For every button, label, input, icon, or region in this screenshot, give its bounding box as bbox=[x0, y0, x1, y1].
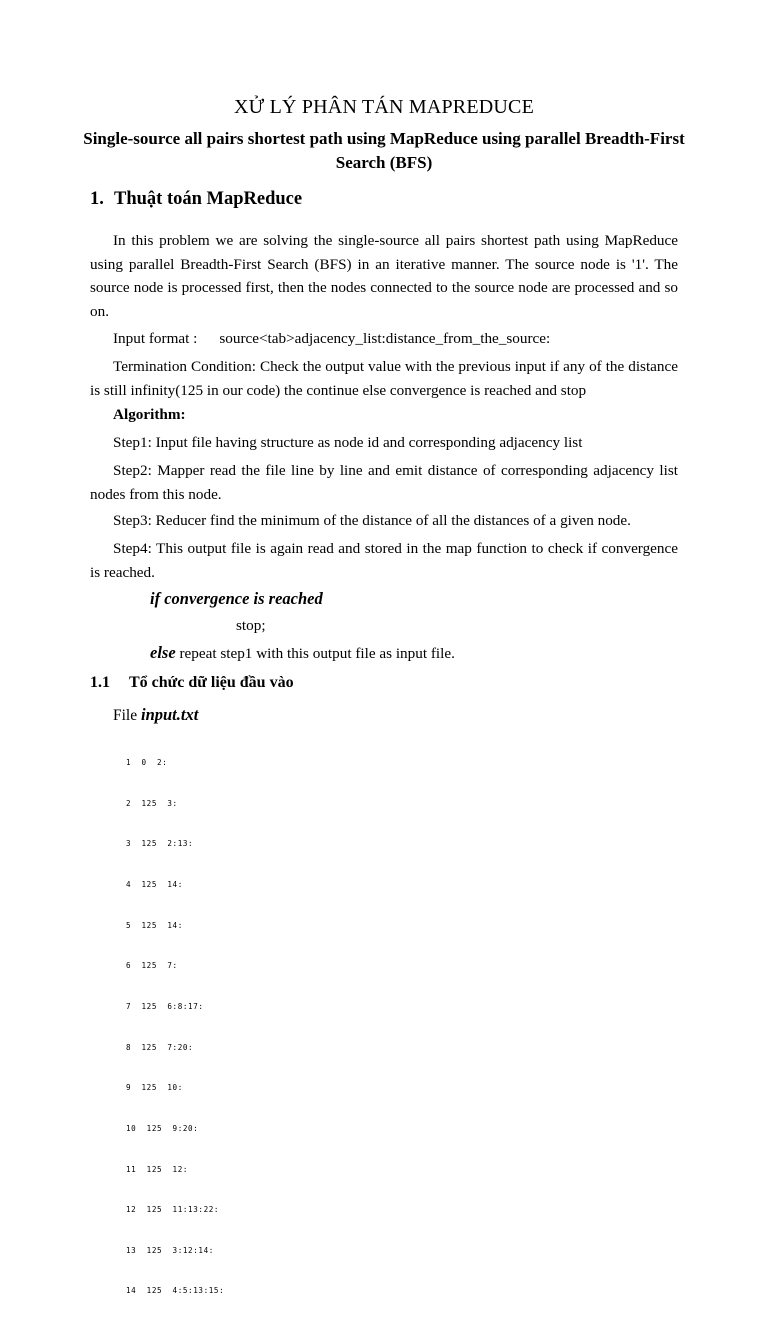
step-2-text: Step2: Mapper read the file line by line and emit distance of corresponding adjacency list nodes from this node. bbox=[90, 462, 678, 503]
pseudo-else-text: repeat step1 with this output file as input file. bbox=[175, 645, 455, 662]
intro-paragraph bbox=[90, 229, 678, 323]
termination-text: Termination Condition: Check the output value with the previous input if any of the distance is still infinity(125 in our code) the continue else convergence is reached and stop bbox=[90, 358, 678, 399]
input-format-label: Input format : bbox=[113, 330, 198, 347]
input-line: 11 125 12: bbox=[126, 1164, 189, 1174]
section-1-1-heading bbox=[90, 674, 294, 692]
input-line: 9 125 10: bbox=[126, 1083, 183, 1093]
section-1-1-title: Tổ chức dữ liệu đầu vào bbox=[129, 674, 294, 691]
input-line: 5 125 14: bbox=[126, 920, 183, 930]
intro-text: In this problem we are solving the single-source all pairs shortest path using MapReduce using parallel Breadth-First Search (BFS) in an iterative manner. The source node is '1'. The source node is processed first, then the nodes connected to the source node are processed and so on. bbox=[90, 232, 678, 320]
termination-paragraph bbox=[90, 355, 678, 402]
section-1-number: 1. bbox=[90, 189, 104, 209]
input-line: 4 125 14: bbox=[126, 880, 183, 890]
step-4 bbox=[90, 537, 678, 584]
pseudo-else-line bbox=[150, 643, 455, 663]
input-line: 13 125 3:12:14: bbox=[126, 1245, 214, 1255]
input-line: 3 125 2:13: bbox=[126, 839, 194, 849]
pseudo-if-line: if convergence is reached bbox=[150, 589, 323, 608]
input-line: 12 125 11:13:22: bbox=[126, 1205, 220, 1215]
input-line: 8 125 7:20: bbox=[126, 1042, 194, 1052]
step-2 bbox=[90, 459, 678, 506]
document-title: XỬ LÝ PHÂN TÁN MAPREDUCE bbox=[234, 96, 534, 118]
input-line: 2 125 3: bbox=[126, 798, 178, 808]
file-label bbox=[113, 705, 198, 725]
step-1: Step1: Input file having structure as node id and corresponding adjacency list bbox=[113, 434, 583, 451]
input-format-line bbox=[113, 330, 550, 348]
input-line: 6 125 7: bbox=[126, 961, 178, 971]
section-1-1-number: 1.1 bbox=[90, 674, 110, 691]
input-file-listing bbox=[126, 729, 224, 1325]
algorithm-label: Algorithm: bbox=[113, 406, 186, 423]
file-name: input.txt bbox=[141, 705, 199, 724]
input-line: 10 125 9:20: bbox=[126, 1123, 199, 1133]
section-1-heading bbox=[90, 189, 302, 210]
input-line: 7 125 6:8:17: bbox=[126, 1001, 204, 1011]
input-format-value: source<tab>adjacency_list:distance_from_the_source: bbox=[219, 330, 551, 347]
file-label-prefix: File bbox=[113, 707, 141, 724]
section-1-title: Thuật toán MapReduce bbox=[114, 189, 303, 209]
step-4-text: Step4: This output file is again read and stored in the map function to check if convergence is reached. bbox=[90, 540, 678, 581]
step-3: Step3: Reducer find the minimum of the distance of all the distances of a given node. bbox=[113, 512, 631, 529]
document-subtitle: Single-source all pairs shortest path using MapReduce using parallel Breadth-First Search (BFS) bbox=[83, 129, 685, 172]
pseudo-stop-line: stop; bbox=[236, 617, 266, 634]
pseudo-else-keyword: else bbox=[150, 643, 176, 662]
input-line: 1 0 2: bbox=[126, 758, 168, 768]
input-line: 14 125 4:5:13:15: bbox=[126, 1286, 225, 1296]
